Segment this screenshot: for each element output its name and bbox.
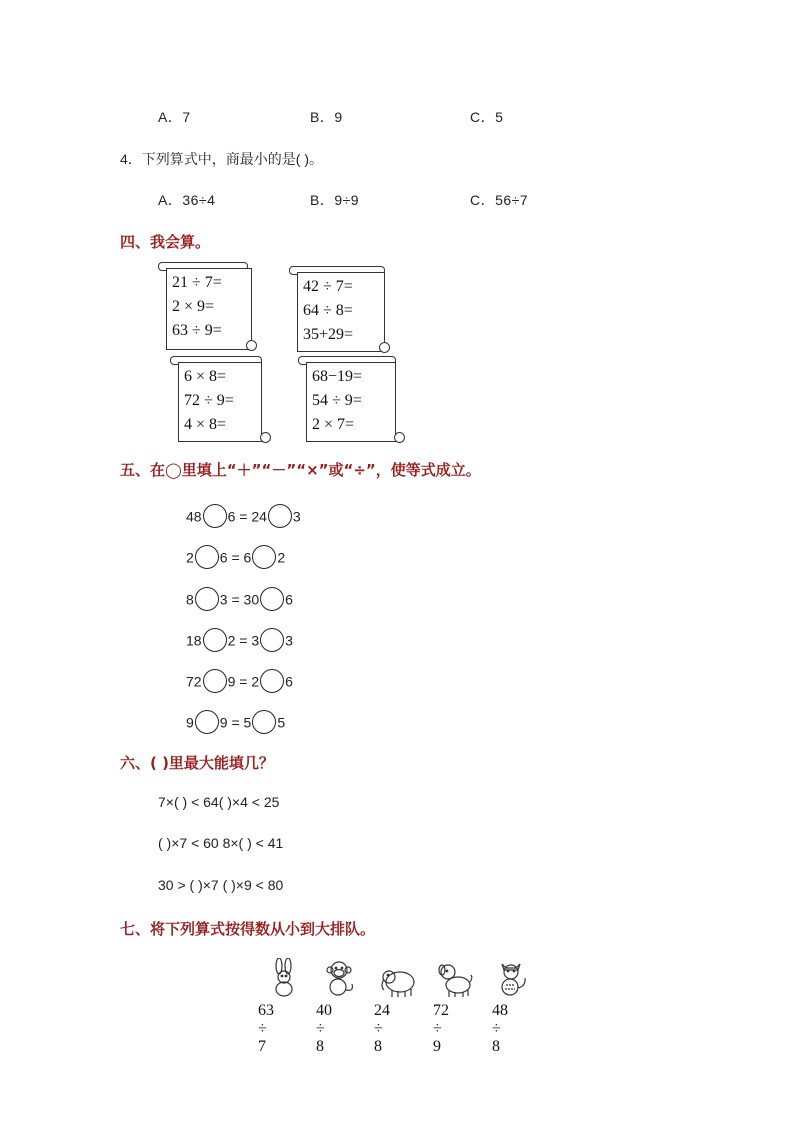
cat-icon [492, 958, 532, 998]
q3-option-b: B．9 [310, 109, 343, 125]
operator-blank-circle[interactable] [195, 545, 219, 569]
scroll-card-4 [298, 356, 408, 444]
scroll-line: 6 × 8= [184, 368, 227, 385]
operand: 8 [186, 591, 194, 608]
scroll-curl [260, 432, 271, 443]
scroll-curl [246, 340, 257, 351]
scroll-line: 42 ÷ 7= [303, 278, 353, 295]
expression-label: 24 ÷ 8 [374, 1002, 390, 1055]
monkey-icon [320, 958, 360, 998]
expression-label: 40 ÷ 8 [316, 1002, 332, 1055]
scroll-card-3 [170, 356, 274, 444]
equation-row [186, 586, 293, 610]
operand: 6 = 24 [227, 508, 267, 525]
expression-label: 72 ÷ 9 [433, 1002, 449, 1055]
operand: 3 = 30 [219, 591, 260, 608]
operator-blank-circle[interactable] [203, 628, 227, 652]
scroll-line: 35+29= [303, 326, 354, 343]
scroll-line: 2 × 9= [172, 298, 215, 315]
equation-row [186, 709, 285, 733]
q4-stem: 4．下列算式中，商最小的是( )。 [120, 151, 323, 167]
scroll-line: 72 ÷ 9= [184, 392, 234, 409]
operand: 6 = 6 [219, 549, 252, 566]
expression-label: 48 ÷ 8 [492, 1002, 508, 1055]
fill-blank-row: 7×( ) < 64( )×4 < 25 [158, 794, 280, 810]
scroll-card-1 [158, 262, 258, 352]
q4-option-b: B．9÷9 [310, 192, 360, 208]
equation-row [186, 503, 301, 527]
operand: 6 [285, 591, 293, 608]
section5-heading: 五、在◯里填上“＋”“－”“×”或“÷”，使等式成立。 [120, 461, 481, 479]
operator-blank-circle[interactable] [268, 504, 292, 528]
operand: 48 [186, 508, 202, 525]
expression-label: 63 ÷ 7 [258, 1002, 274, 1055]
operand: 18 [186, 632, 202, 649]
operand: 9 [186, 714, 194, 731]
operator-blank-circle[interactable] [252, 545, 276, 569]
operator-blank-circle[interactable] [260, 628, 284, 652]
fill-blank-row: ( )×7 < 60 8×( ) < 41 [158, 835, 284, 851]
scroll-line: 68−19= [312, 368, 363, 385]
scroll-card-2 [289, 266, 393, 354]
equation-row [186, 668, 293, 692]
operator-blank-circle[interactable] [195, 587, 219, 611]
scroll-line: 64 ÷ 8= [303, 302, 353, 319]
scroll-line: 2 × 7= [312, 416, 355, 433]
equation-row [186, 544, 285, 568]
operator-blank-circle[interactable] [195, 710, 219, 734]
operator-blank-circle[interactable] [260, 587, 284, 611]
scroll-line: 21 ÷ 7= [172, 274, 222, 291]
q4-option-a: A．36÷4 [158, 192, 216, 208]
section4-heading: 四、我会算。 [120, 233, 211, 251]
operator-blank-circle[interactable] [203, 669, 227, 693]
scroll-line: 4 × 8= [184, 416, 227, 433]
operand: 2 [186, 549, 194, 566]
operand: 2 [277, 549, 286, 566]
operand: 9 = 5 [219, 714, 252, 731]
equation-row [186, 627, 293, 651]
operand: 3 [292, 508, 301, 525]
rabbit-icon [264, 958, 304, 998]
section6-heading: 六、( )里最大能填几？ [120, 754, 274, 772]
operator-blank-circle[interactable] [252, 710, 276, 734]
operand: 5 [277, 714, 286, 731]
q3-option-a: A．7 [158, 109, 191, 125]
operator-blank-circle[interactable] [203, 504, 227, 528]
operand: 2 = 3 [227, 632, 260, 649]
scroll-line: 54 ÷ 9= [312, 392, 362, 409]
q3-option-c: C．5 [470, 109, 504, 125]
operand: 9 = 2 [227, 673, 260, 690]
scroll-curl [394, 432, 405, 443]
operand: 72 [186, 673, 202, 690]
operand: 6 [285, 673, 293, 690]
scroll-line: 63 ÷ 9= [172, 322, 222, 339]
operand: 3 [285, 632, 293, 649]
operator-blank-circle[interactable] [260, 669, 284, 693]
elephant-icon [378, 960, 418, 1000]
q4-option-c: C．56÷7 [470, 192, 529, 208]
fill-blank-row: 30 > ( )×7 ( )×9 < 80 [158, 877, 284, 893]
scroll-curl [379, 342, 390, 353]
section7-heading: 七、将下列算式按得数从小到大排队。 [120, 920, 376, 938]
dog-icon [434, 960, 474, 1000]
